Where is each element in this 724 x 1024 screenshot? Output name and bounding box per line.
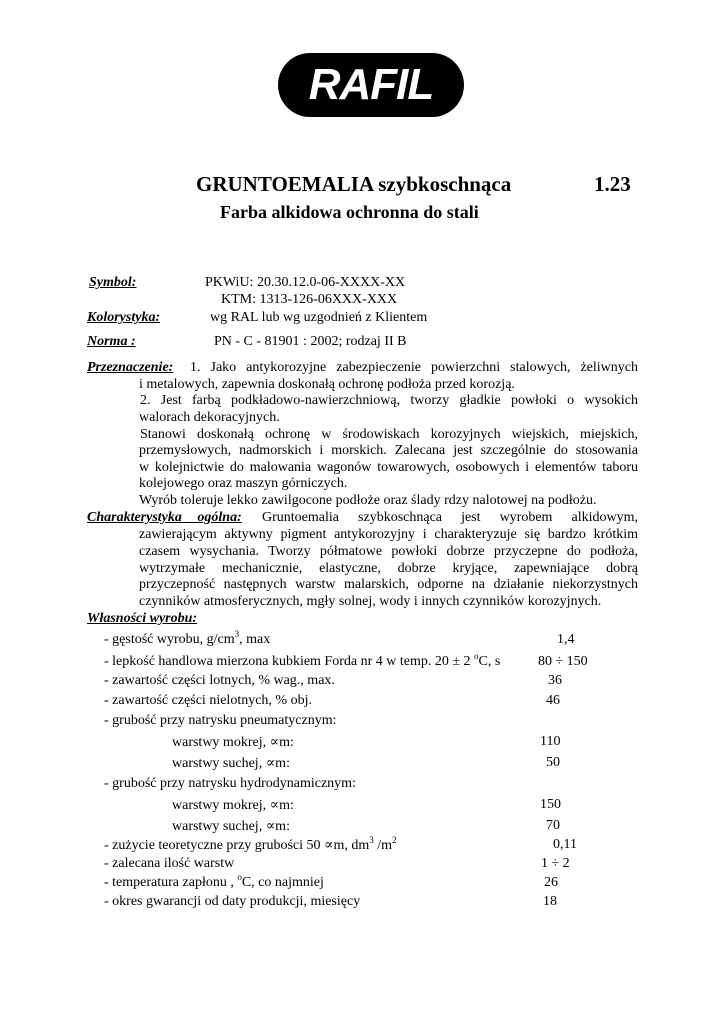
product-title: GRUNTOEMALIA szybkoschnąca [196,172,512,196]
property-hydro-mokrej-value: 150 [540,797,561,812]
przeznaczenie-line: kolejowego oraz maszyn górniczych. [139,476,348,491]
przeznaczenie-line: w kolejnictwie do malowania wagonów towarowych, osobowych i elementów taboru [139,460,638,475]
product-code: 1.23 [594,172,631,196]
przeznaczenie-label: Przeznaczenie: [87,360,174,375]
property-pneu-suchej-value: 50 [546,755,560,770]
charakterystyka-line: Gruntoemalia szybkoschnąca jest wyrobem alkidowym, [262,510,638,525]
rafil-logo [277,52,465,118]
charakterystyka-line: wytrzymałe mechanicznie, elastyczne, dobrze kryjące, zapewniające dobrą [139,561,638,576]
przeznaczenie-line: Wyrób toleruje lekko zawilgocone podłoże oraz ślady rdzy nalotowej na podłożu. [139,493,597,508]
property-hydro-suchej-value: 70 [546,818,560,833]
property-lotne-label: - zawartość części lotnych, % wag., max. [104,673,335,688]
property-pneu-mokrej-label: warstwy mokrej, ∝m: [172,735,294,750]
property-pneu-suchej-label: warstwy suchej, ∝m: [172,756,290,771]
property-warstw-value: 1 ÷ 2 [541,856,570,871]
charakterystyka-line: przyczepność następnych warstw malarskich, odporne na działanie niekorzystnych [139,577,638,592]
charakterystyka-line: zawierającym aktywny pigment antykorozyjny i charakteryzuje się bardzo krótkim [139,527,638,542]
symbol-pkwiu: PKWiU: 20.30.12.0-06-XXXX-XX [205,275,406,290]
property-warstw-label: - zalecana ilość warstw [104,856,235,871]
kolorystyka-value: wg RAL lub wg uzgodnień z Klientem [210,310,428,325]
wlasnosci-label: Własności wyrobu: [87,611,198,626]
property-nielotne-label: - zawartość części nielotnych, % obj. [104,693,312,708]
product-subtitle: Farba alkidowa ochronna do stali [220,202,479,222]
property-gwarancja-label: - okres gwarancji od daty produkcji, miesięcy [104,894,361,909]
kolorystyka-label: Kolorystyka: [87,310,161,325]
property-gestosc-value: 1,4 [557,632,575,647]
norma-label: Norma : [87,334,136,349]
przeznaczenie-line: i metalowych, zapewnia doskonałą ochronę podłoża przed korozją. [139,377,515,392]
property-lepkosc-value: 80 ÷ 150 [538,654,588,669]
przeznaczenie-line: walorach dekoracyjnych. [139,410,280,425]
property-pneu-label: - grubość przy natrysku pneumatycznym: [104,713,337,728]
charakterystyka-line: czasem wysychania. Tworzy półmatowe powłoki dobrze przyczepne do podłoża, [139,544,638,559]
property-lepkosc-label: - lepkość handlowa mierzona kubkiem Forda nr 4 w temp. 20 ± 2 $^o$C, s [104,651,501,669]
property-pneu-mokrej-value: 110 [540,734,561,749]
przeznaczenie-line: 1. Jako antykorozyjne zabezpieczenie powierzchni stalowych, żeliwnych [190,360,638,375]
przeznaczenie-line: przemysłowych, nadmorskich i morskich. Zalecana jest szczególnie do stosowania [139,443,638,458]
charakterystyka-line: czynników atmosferycznych, mgły solnej, wody i innych czynników korozyjnych. [139,594,602,609]
charakterystyka-label: Charakterystyka ogólna: [87,510,242,525]
przeznaczenie-line: Stanowi doskonałą ochronę w środowiskach korozyjnych wiejskich, miejskich, [140,427,638,442]
property-zuzycie-value: 0,11 [553,837,577,852]
property-lotne-value: 36 [548,673,562,688]
norma-value: PN - C - 81901 : 2002; rodzaj II B [214,334,407,349]
property-gwarancja-value: 18 [543,894,557,909]
rafil-logo-text: RAFIL [308,60,434,109]
property-temperatura-value: 26 [544,875,558,890]
property-nielotne-value: 46 [546,693,560,708]
symbol-label: Symbol: [89,275,137,290]
property-gestosc-label: - gęstość wyrobu, $g/cm^3$, max [104,629,271,647]
property-hydro-mokrej-label: warstwy mokrej, ∝m: [172,798,294,813]
przeznaczenie-line: 2. Jest farbą podkładowo-nawierzchniową, tworzy gładkie powłoki o wysokich [140,393,638,408]
symbol-ktm: KTM: 1313-126-06XXX-XXX [221,292,398,307]
property-hydro-suchej-label: warstwy suchej, ∝m: [172,819,290,834]
property-zuzycie-label: - zużycie teoretyczne przy grubości 50 ∝m, $dm^3$ $/m^2$ [104,835,397,853]
property-temperatura-label: - temperatura zapłonu , $^o$C, co najmniej [104,872,324,890]
property-hydro-label: - grubość przy natrysku hydrodynamicznym: [104,776,356,791]
